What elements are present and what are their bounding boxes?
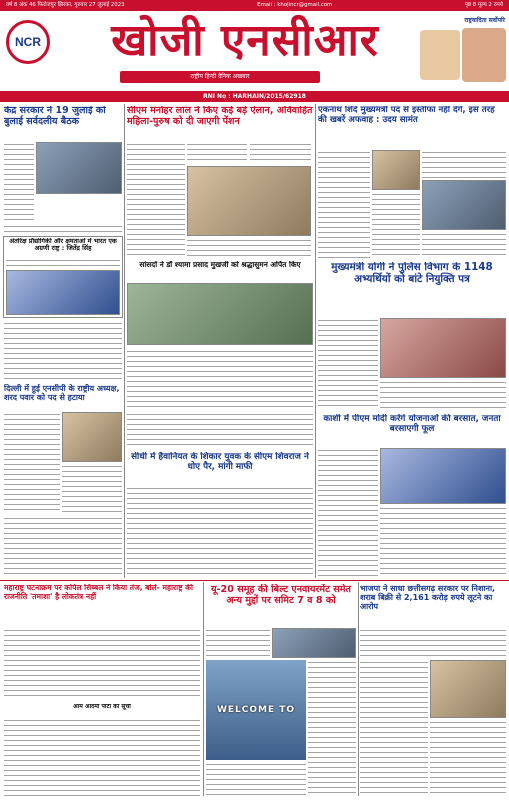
text-s5 <box>127 349 313 409</box>
tagline-right: राष्ट्रवादिता सर्वोपरि <box>464 17 505 24</box>
photo-yogi-appointment <box>380 318 506 378</box>
text-s6a <box>318 318 378 410</box>
text-s2a <box>127 142 185 258</box>
headline-s1: केंद्र सरकार ने 19 जुलाई को बुलाई सर्वदलीय बैठक <box>4 106 106 127</box>
text-s11c <box>206 762 306 796</box>
photo-parliament <box>36 142 122 194</box>
column-rule-3 <box>203 582 204 796</box>
page-price: पृष्ठ 8 मूल्य 2 रुपये <box>464 2 503 8</box>
text-s8 <box>127 486 313 576</box>
text-s6c <box>127 412 313 448</box>
text-s13 <box>4 718 200 796</box>
headline-s12: भाजपा ने साधा छत्तीसगढ़ सरकार पर निशाना, शराब बिक्री से 2,161 करोड़ रुपये लूटने का आरोप <box>360 584 496 612</box>
headline-s4: अंतरिक्ष प्रौद्योगिकी और क्षमताओं में भारत एक अग्रणी राष्ट्र : जितेंद्र सिंह <box>9 238 117 253</box>
rni-bar: RNI No : HARHAIN/2015/62918 <box>0 91 509 102</box>
section-divider <box>0 580 509 581</box>
text-s3c <box>422 150 506 178</box>
text-s1b <box>4 224 122 234</box>
text-s4 <box>6 258 120 268</box>
headline-s6: मुख्यमंत्री योगी ने पुलिस विभाग के 1148 अभ्यर्थियों को बांटे नियुक्ति पत्र <box>331 262 493 285</box>
newspaper-title: खोजी एनसीआर <box>111 15 379 66</box>
text-s6b <box>380 380 506 410</box>
text-s3a <box>318 150 370 258</box>
column-rule-4 <box>358 582 359 796</box>
text-s1 <box>4 142 34 222</box>
text-s2d <box>187 238 311 258</box>
text-s11b <box>308 660 356 796</box>
logo-text: NCR <box>15 35 41 49</box>
text-s10 <box>4 628 200 700</box>
photo-u20-official <box>272 628 356 658</box>
headline-s3: एकनाथ शिंदे मुख्यमंत्री पद से इस्तीफा नहीं देंगे, इस तरह की खबरें अफवाह : उदय सामंत <box>318 106 495 125</box>
text-s12c <box>430 720 506 796</box>
column-rule-1 <box>124 104 125 578</box>
headline-s2: सीएम मनोहर लाल ने किए कई बड़े ऐलान, अविवाहित महिला-पुरुष को दी जाएगी पेंशन <box>127 106 313 127</box>
photo-bjp-leader <box>430 660 506 718</box>
photo-manohar-lal <box>187 166 311 236</box>
headline-s13: आम आदमी पार्टी की सूची <box>73 704 131 710</box>
ncr-logo <box>6 20 50 64</box>
text-s9a <box>318 448 378 576</box>
photo-pm-modi <box>380 448 506 504</box>
column-rule-2 <box>315 104 316 578</box>
headline-s5: सांसदों ने डॉ श्यामा प्रसाद मुखर्जी को श्रद्धासुमन अर्पित किए <box>139 261 301 269</box>
text-s2c <box>250 142 311 164</box>
text-s9b <box>380 506 506 576</box>
headline-s7: दिल्ली में हुई एनसीपी के राष्ट्रीय अध्यक्ष, शरद पवार को पद से हटाया <box>4 384 120 403</box>
headline-s8: सीधी में हैवानियत के शिकार युवक के सीएम शिवराज ने धोए पैर, मांगी माफी <box>131 452 309 473</box>
photo-uday-samant <box>422 180 506 230</box>
text-s7b <box>62 464 122 512</box>
text-s11a <box>206 628 270 658</box>
text-s3b <box>372 192 420 258</box>
masthead-photo-1 <box>420 30 460 80</box>
email-text: Email : khojincr@gmail.com <box>257 2 333 8</box>
headline-s11: यू-20 समूह की बिल्ट एनवायरमेंट समेत अन्य मुद्दों पर समिट 7 व 8 को <box>211 584 351 607</box>
headline-s10: महाराष्ट्र घटनाक्रम पर कपिल सिब्बल ने किया तंज, बोले- महाराष्ट्र की राजनीति 'तमाशा' है लोकतंत्र नहीं <box>4 584 193 601</box>
text-s7a <box>4 412 60 512</box>
text-s4b <box>4 321 122 381</box>
top-info-bar <box>0 0 509 11</box>
photo-mukherjee-tribute <box>127 283 313 345</box>
headline-s9: काशी में पीएम मोदी करेंगे योजनाओं की बरसात, जनता बरसाएगी फूल <box>323 414 501 435</box>
photo-eknath-shinde <box>372 150 420 190</box>
photo-jitendra-singh <box>6 270 120 315</box>
issue-info: वर्ष 8 अंक 46 फिरोजपुर झिरका, गुरुवार 27 जुलाई 2023 <box>6 2 125 8</box>
photo-sharad-pawar <box>62 412 122 462</box>
subtagline: राष्ट्रीय हिन्दी दैनिक अखबार <box>120 71 320 83</box>
text-s3d <box>422 232 506 258</box>
text-s7c <box>4 516 122 576</box>
text-s12b <box>360 660 428 796</box>
masthead-photo-2 <box>462 28 506 82</box>
photo-welcome-sign <box>206 660 306 760</box>
text-s2b <box>187 142 247 164</box>
welcome-sign-text: WELCOME TO <box>216 705 296 715</box>
text-s12a <box>360 628 506 658</box>
